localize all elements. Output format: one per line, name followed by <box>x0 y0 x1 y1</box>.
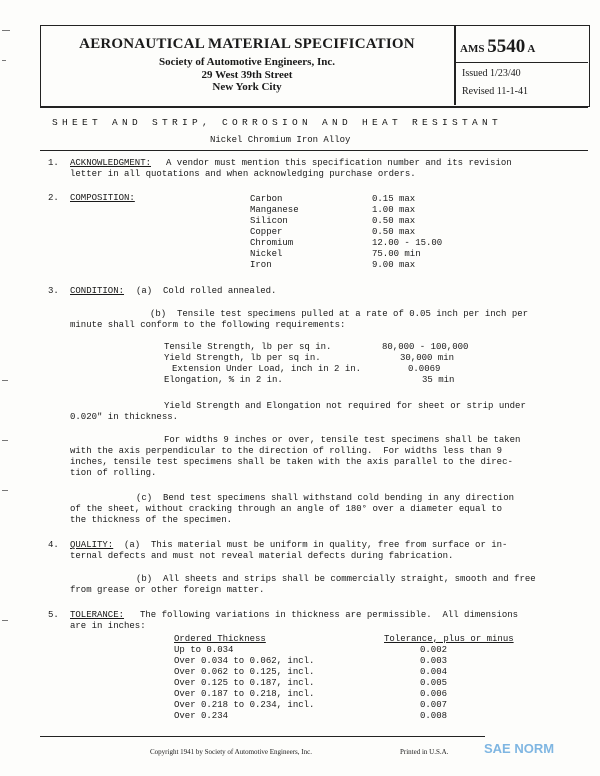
property-label: Yield Strength, lb per sq in. <box>164 353 321 363</box>
condition-b: minute shall conform to the following requirements: <box>70 320 346 330</box>
composition-element: Copper <box>250 227 283 237</box>
composition-element: Silicon <box>250 216 288 226</box>
tolerance-value: 0.008 <box>420 711 448 721</box>
logo-text: SAE NORM <box>484 741 555 756</box>
condition-width: tion of rolling. <box>70 468 157 478</box>
composition-value: 12.00 - 15.00 <box>372 238 443 248</box>
tolerance-thickness: Up to 0.034 <box>174 645 234 655</box>
condition-width: with the axis perpendicular to the direction of rolling. For widths less than 9 <box>70 446 503 456</box>
section-number: 1. <box>48 158 59 168</box>
header-rule <box>40 107 588 108</box>
ams-digits: 5540 <box>487 36 526 57</box>
tolerance-thickness: Over 0.034 to 0.062, incl. <box>174 656 315 666</box>
condition-c: of the sheet, without cracking through an angle of 180° over a diameter equal to <box>70 504 503 514</box>
section-number: 5. <box>48 610 59 620</box>
quality-heading: QUALITY: <box>70 540 114 550</box>
margin-mark <box>2 490 8 491</box>
tolerance-text: are in inches: <box>70 621 146 631</box>
margin-mark <box>2 60 6 61</box>
property-value: 0.0069 <box>408 364 441 374</box>
composition-heading: COMPOSITION: <box>70 193 135 203</box>
margin-mark <box>2 620 8 621</box>
composition-value: 75.00 min <box>372 249 421 259</box>
condition-width: For widths 9 inches or over, tensile test specimens shall be taken <box>164 435 521 445</box>
acknowledgment-text: letter in all quotations and when acknowledging purchase orders. <box>70 169 416 179</box>
document-subtitle: Nickel Chromium Iron Alloy <box>210 135 351 145</box>
tolerance-col-header: Ordered Thickness <box>174 634 266 644</box>
condition-c: (c) Bend test specimens shall withstand cold bending in any direction <box>136 493 515 503</box>
quality-a: ternal defects and must not reveal material defects during fabrication. <box>70 551 454 561</box>
condition-note: Yield Strength and Elongation not required for sheet or strip under <box>164 401 526 411</box>
property-label: Extension Under Load, inch in 2 in. <box>172 364 362 374</box>
tolerance-thickness: Over 0.062 to 0.125, incl. <box>174 667 315 677</box>
composition-element: Iron <box>250 260 272 270</box>
condition-width: inches, tensile test specimens shall be taken with the axis parallel to the direc- <box>70 457 513 467</box>
footer-rule <box>40 736 485 737</box>
quality-b: (b) All sheets and strips shall be commercially straight, smooth and free <box>136 574 536 584</box>
tolerance-thickness: Over 0.187 to 0.218, incl. <box>174 689 315 699</box>
composition-value: 0.15 max <box>372 194 416 204</box>
condition-a: (a) Cold rolled annealed. <box>136 286 277 296</box>
condition-c: the thickness of the specimen. <box>70 515 233 525</box>
tolerance-value: 0.007 <box>420 700 448 710</box>
ams-suffix: A <box>527 43 536 55</box>
revised-date: Revised 11-1-41 <box>462 86 529 97</box>
copyright-text: Copyright 1941 by Society of Automotive Engineers, Inc. <box>150 748 312 756</box>
printed-text: Printed in U.S.A. <box>400 748 449 756</box>
tolerance-value: 0.002 <box>420 645 448 655</box>
margin-mark <box>2 440 8 441</box>
society-name: Society of Automotive Engineers, Inc. <box>159 56 335 68</box>
property-value: 35 min <box>422 375 455 385</box>
section-number: 3. <box>48 286 59 296</box>
property-label: Elongation, % in 2 in. <box>164 375 283 385</box>
composition-element: Carbon <box>250 194 283 204</box>
ams-number <box>460 36 535 58</box>
tolerance-value: 0.004 <box>420 667 448 677</box>
issued-date: Issued 1/23/40 <box>462 68 521 79</box>
composition-element: Manganese <box>250 205 299 215</box>
composition-value: 1.00 max <box>372 205 416 215</box>
society-city: New York City <box>212 81 282 93</box>
society-address: 29 West 39th Street <box>201 69 293 81</box>
document-title: SHEET AND STRIP, CORROSION AND HEAT RESISTANT <box>52 117 503 128</box>
acknowledgment-text: A vendor must mention this specification number and its revision <box>166 158 512 168</box>
composition-element: Nickel <box>250 249 283 259</box>
title-rule <box>40 150 588 151</box>
condition-heading: CONDITION: <box>70 286 125 296</box>
tolerance-thickness: Over 0.234 <box>174 711 229 721</box>
quality-a: (a) This material must be uniform in quality, free from surface or in- <box>124 540 508 550</box>
sae-norm-logo <box>484 741 554 757</box>
condition-b: (b) Tensile test specimens pulled at a rate of 0.05 inch per inch per <box>150 309 529 319</box>
property-value: 30,000 min <box>400 353 455 363</box>
header-right-divider <box>454 62 588 63</box>
tolerance-col-header: Tolerance, plus or minus <box>384 634 514 644</box>
section-number: 4. <box>48 540 59 550</box>
quality-b: from grease or other foreign matter. <box>70 585 265 595</box>
tolerance-value: 0.005 <box>420 678 448 688</box>
section-number: 2. <box>48 193 59 203</box>
tolerance-value: 0.006 <box>420 689 448 699</box>
composition-value: 0.50 max <box>372 227 416 237</box>
composition-value: 9.00 max <box>372 260 416 270</box>
composition-element: Chromium <box>250 238 294 248</box>
ams-prefix: AMS <box>460 43 485 55</box>
spec-title: AERONAUTICAL MATERIAL SPECIFICATION <box>79 36 415 52</box>
header-divider <box>454 25 456 105</box>
condition-note: 0.020" in thickness. <box>70 412 179 422</box>
property-label: Tensile Strength, lb per sq in. <box>164 342 332 352</box>
tolerance-thickness: Over 0.125 to 0.187, incl. <box>174 678 315 688</box>
tolerance-thickness: Over 0.218 to 0.234, incl. <box>174 700 315 710</box>
acknowledgment-heading: ACKNOWLEDGMENT: <box>70 158 152 168</box>
tolerance-text: The following variations in thickness are permissible. All dimensions <box>140 610 519 620</box>
tolerance-value: 0.003 <box>420 656 448 666</box>
margin-mark <box>2 30 10 31</box>
property-value: 80,000 - 100,000 <box>382 342 469 352</box>
tolerance-heading: TOLERANCE: <box>70 610 125 620</box>
margin-mark <box>2 380 8 381</box>
composition-value: 0.50 max <box>372 216 416 226</box>
